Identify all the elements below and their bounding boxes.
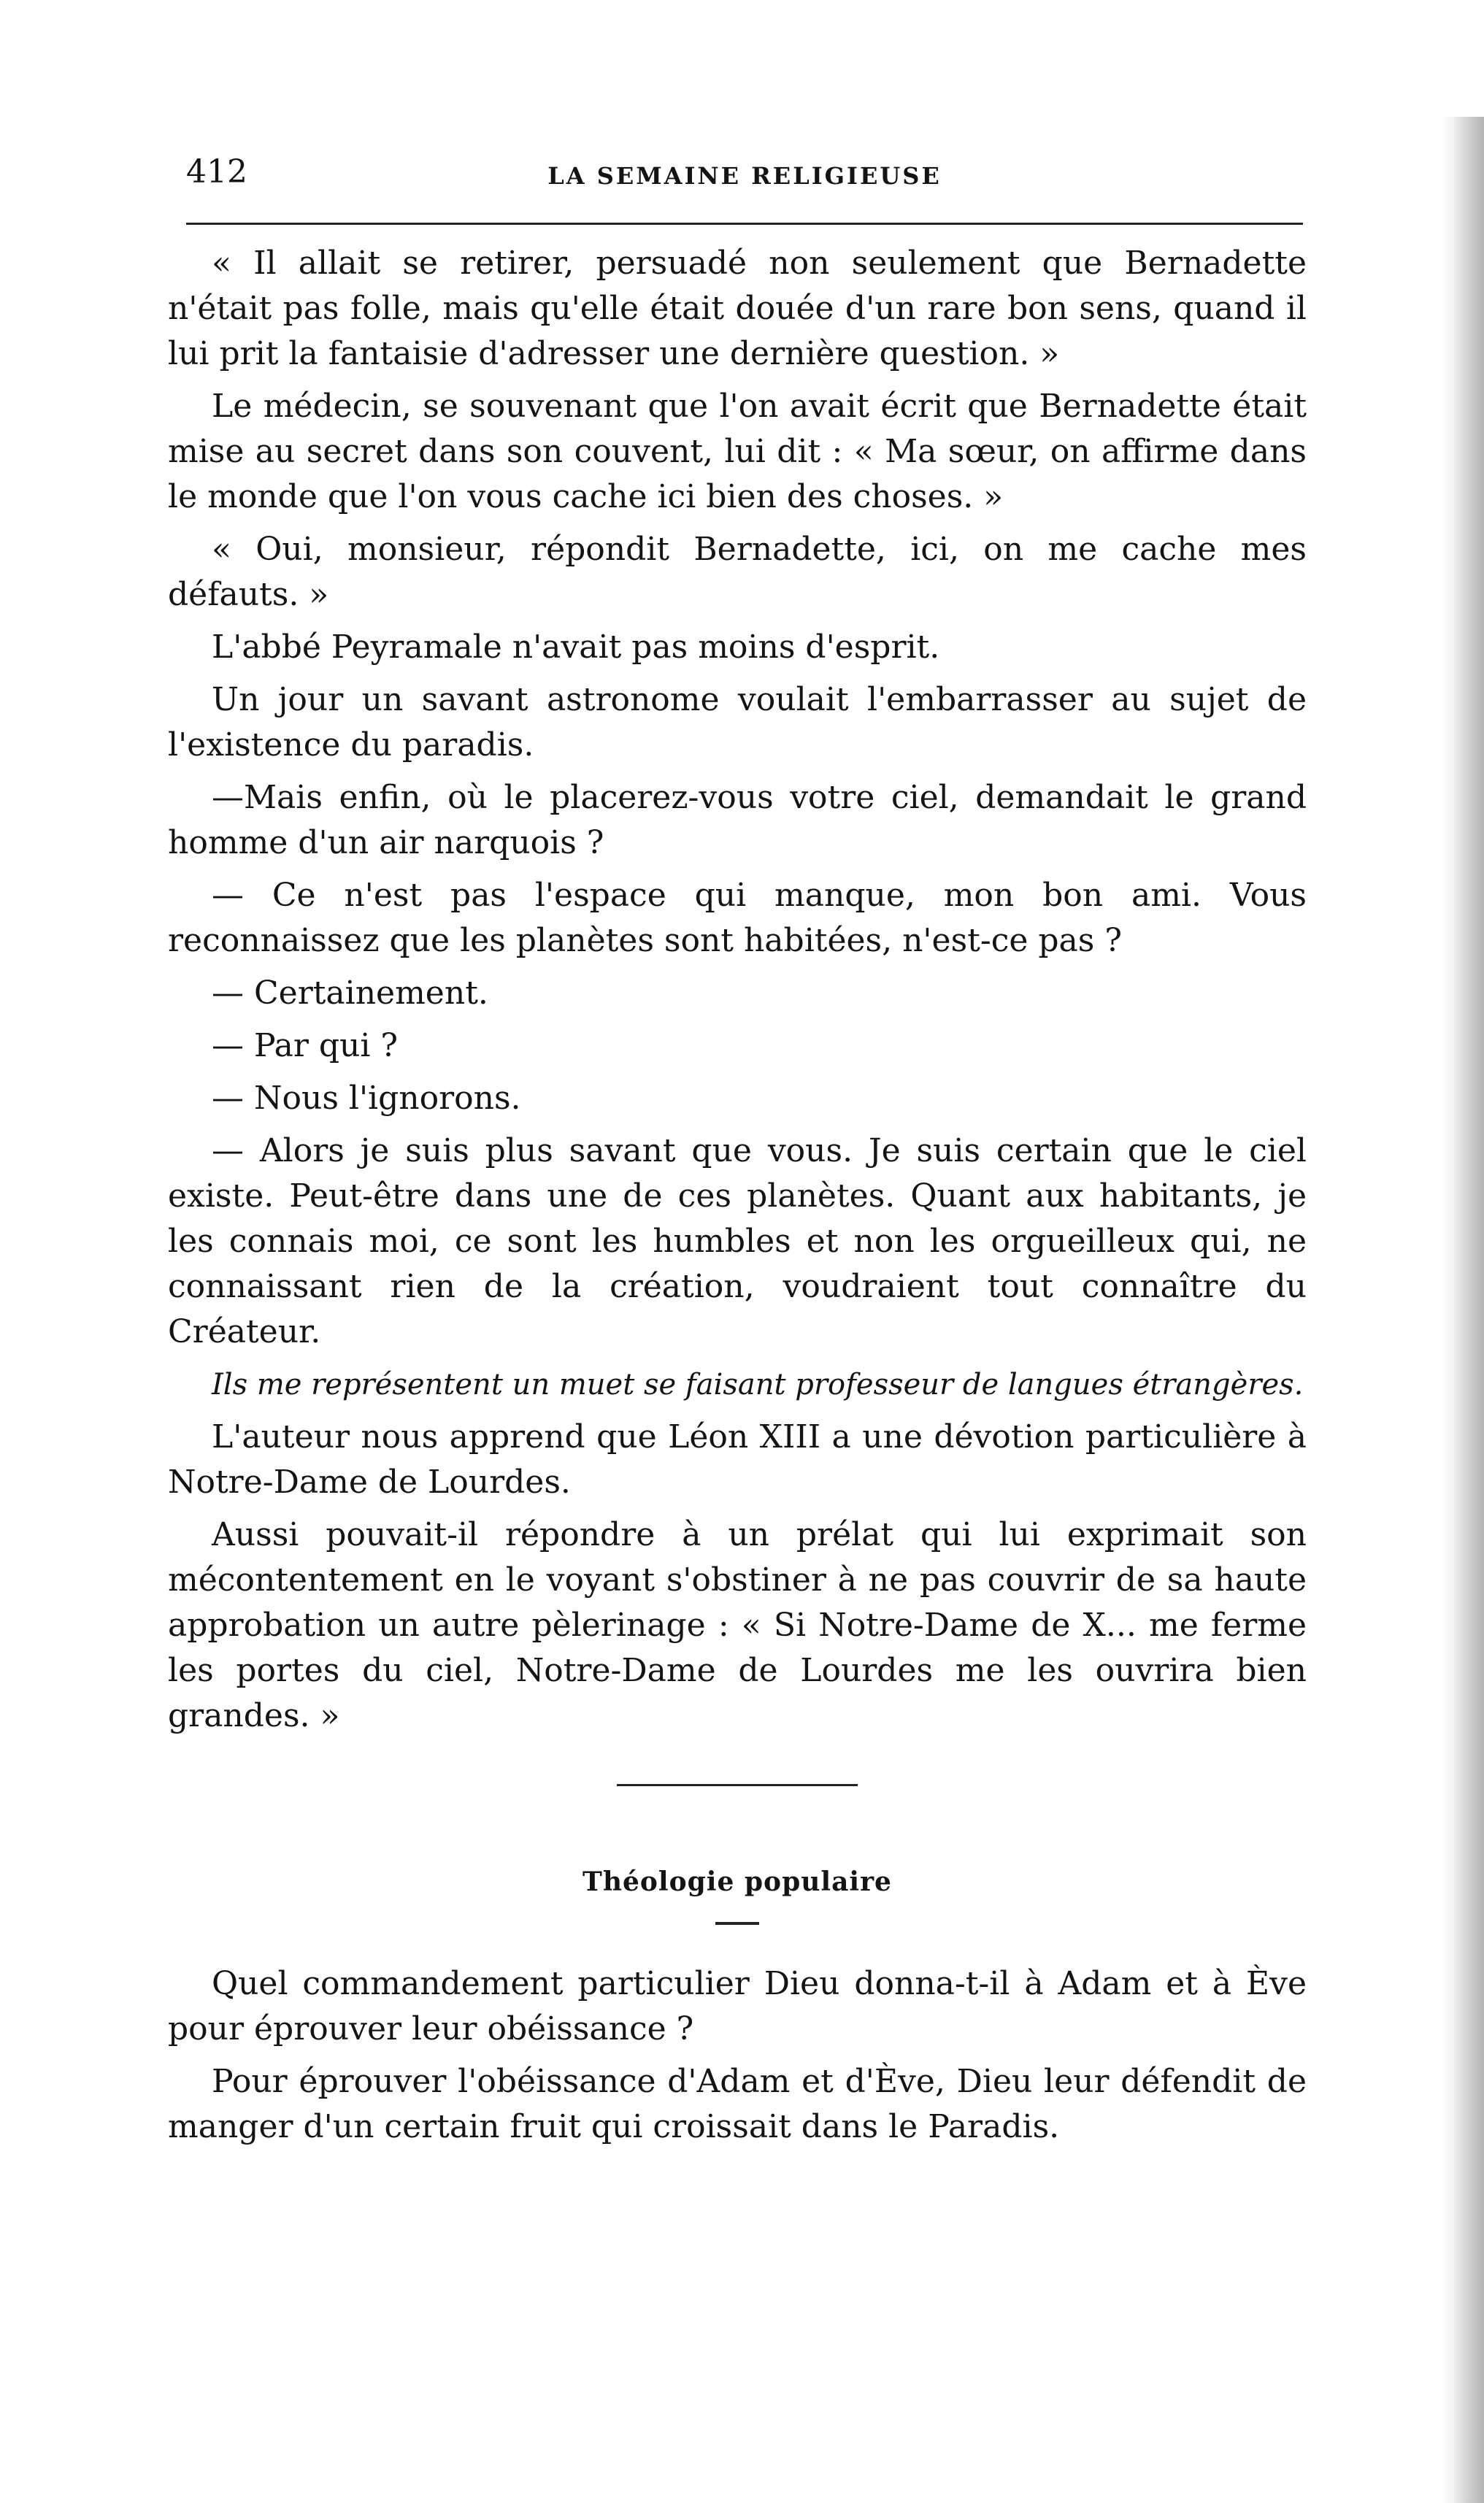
page-header	[186, 153, 1303, 204]
section-title: Théologie populaire	[583, 1866, 892, 1897]
paragraph: Aussi pouvait-il répondre à un prélat qui lui exprimait son mécontentement en le voyant s'obstiner à ne pas couvrir de sa haute approbation un autre pèlerinage : « Si Notre-Dame de X... me ferme les portes du ciel, Notre-Dame de Lourdes me les ouvrira bien grandes. »	[168, 1516, 1307, 1734]
body-text	[168, 241, 1307, 2157]
italic-paragraph: Ils me représentent un muet se faisant professeur de langues étrangères.	[212, 1368, 1304, 1402]
section-title-rule	[715, 1922, 759, 1925]
dialogue-line: — Certainement.	[212, 974, 488, 1012]
running-title: LA SEMAINE RELIGIEUSE	[547, 162, 942, 190]
paragraph: Le médecin, se souvenant que l'on avait écrit que Bernadette était mise au secret dans son couvent, lui dit : « Ma sœur, on affirme dans le monde que l'on vous cache ici bien des choses. »	[168, 388, 1307, 515]
paragraph: « Oui, monsieur, répondit Bernadette, ici, on me cache mes défauts. »	[168, 531, 1307, 613]
paragraph: L'abbé Peyramale n'avait pas moins d'esprit.	[212, 628, 940, 666]
dialogue-line: — Ce n'est pas l'espace qui manque, mon bon ami. Vous reconnaissez que les planètes sont habitées, n'est-ce pas ?	[168, 877, 1307, 959]
question-paragraph: Quel commandement particulier Dieu donna-t-il à Adam et à Ève pour éprouver leur obéissance ?	[168, 1965, 1307, 2048]
paragraph: L'auteur nous apprend que Léon XIII a une dévotion particulière à Notre-Dame de Lourdes.	[168, 1418, 1307, 1501]
dialogue-line: — Nous l'ignorons.	[212, 1080, 521, 1117]
page-edge-shadow	[1440, 117, 1484, 2503]
paragraph: « Il allait se retirer, persuadé non seulement que Bernadette n'était pas folle, mais qu'elle était douée d'un rare bon sens, quand il lui prit la fantaisie d'adresser une dernière question. »	[168, 245, 1307, 372]
dialogue-line: — Par qui ?	[212, 1027, 399, 1064]
header-rule	[186, 223, 1303, 225]
page-number: 412	[186, 153, 247, 191]
answer-paragraph: Pour éprouver l'obéissance d'Adam et d'Ève, Dieu leur défendit de manger d'un certain fruit qui croissait dans le Paradis.	[168, 2063, 1307, 2145]
section-divider	[617, 1784, 858, 1786]
dialogue-line: — Alors je suis plus savant que vous. Je suis certain que le ciel existe. Peut-être dans une de ces planètes. Quant aux habitants, je les connais moi, ce sont les humbles et non les orgueilleux qui, ne connaissant rien de la création, voudraient tout connaître du Créateur.	[168, 1132, 1307, 1350]
paragraph: Un jour un savant astronome voulait l'embarrasser au sujet de l'existence du paradis.	[168, 681, 1307, 764]
dialogue-line: —Mais enfin, où le placerez-vous votre ciel, demandait le grand homme d'un air narquois ?	[168, 779, 1307, 861]
